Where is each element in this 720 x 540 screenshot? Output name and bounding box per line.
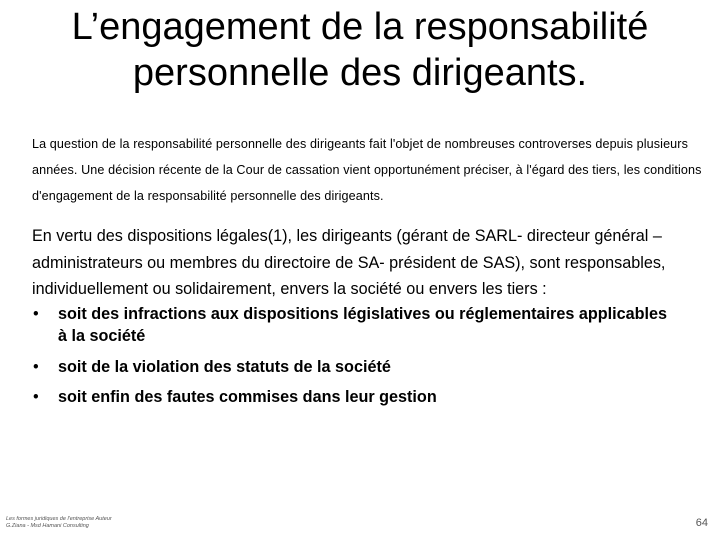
bullet-text: soit de la violation des statuts de la société	[58, 357, 391, 376]
bullet-list	[32, 303, 712, 409]
bullet-icon: •	[33, 304, 39, 323]
footer-note	[6, 516, 206, 530]
bullet-item	[32, 386, 678, 409]
bullet-item	[32, 356, 678, 379]
bullet-item	[32, 303, 678, 348]
intro-paragraph: La question de la responsabilité personnelle des dirigeants fait l'objet de nombreuses controverses depuis plusieurs années. Une décision récente de la Cour de cassation vient opportunément préciser, à l'égard des tiers, les conditions d'engagement de la responsabilité personnelle des dirigeants.	[32, 137, 702, 203]
title-line-1: L’engagement de la responsabilité	[71, 6, 649, 48]
slide-title	[30, 4, 690, 96]
page-number: 64	[695, 517, 708, 529]
body-section	[32, 223, 712, 417]
bullet-icon: •	[33, 357, 39, 376]
bullet-icon: •	[33, 388, 39, 406]
bullet-text: soit enfin des fautes commises dans leur gestion	[58, 388, 437, 406]
title-line-2: personnelle des dirigeants.	[132, 52, 588, 94]
body-paragraph: En vertu des dispositions légales(1), les dirigeants (gérant de SARL- directeur général – administrateurs ou membres du directoire de SA- président de SAS), sont responsables, individuellement ou solidairement, envers la société ou envers les tiers :	[32, 227, 666, 298]
footer-line-2: G.Ziana - Msd Hamani Consulting	[6, 523, 89, 529]
footer-line-1: Les formes juridiques de l'entreprise Auteur	[6, 516, 112, 522]
bullet-text: soit des infractions aux dispositions législatives ou réglementaires applicables à la société	[58, 304, 668, 345]
